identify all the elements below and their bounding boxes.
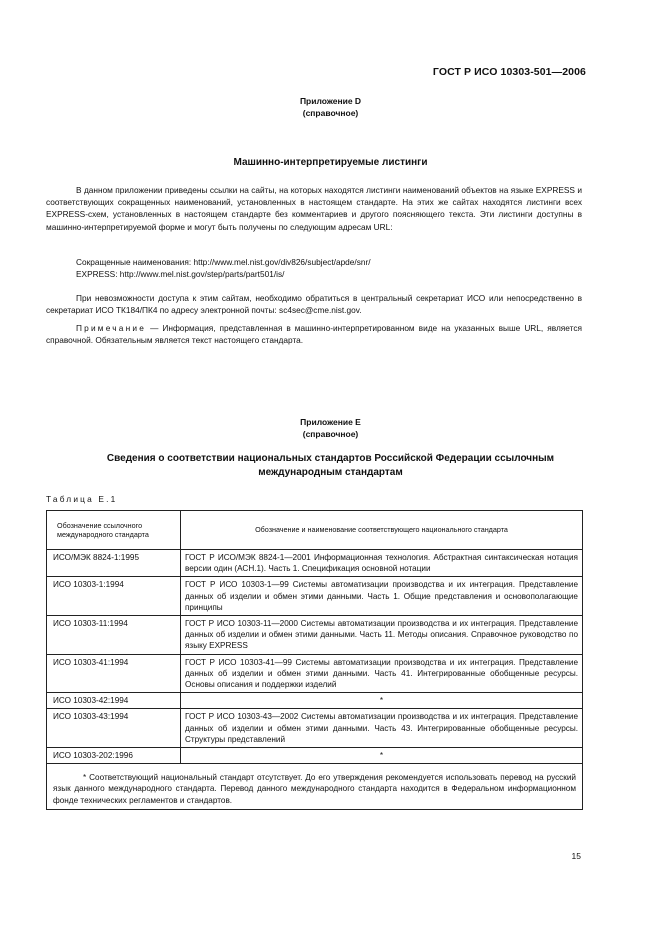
col-header-international: Обозначение ссылочного международного стандарта	[47, 511, 181, 550]
cell-desc: ГОСТ Р ИСО 10303-43—2002 Системы автоматизации производства и их интеграция. Представление данных об изделии и обмен этими данными. Часть 43. Интегрированные обобщенные ресурсы. Структуры представлений	[181, 709, 583, 748]
annex-d-paragraph-2: При невозможности доступа к этим сайтам, необходимо обратиться в центральный секретариат ИСО или непосредственно в секретариат ИСО ТК184/ПК4 по адресу электронной почты: sc4sec@cme.nist.gov.	[46, 293, 582, 316]
annex-d-paragraph-1: В данном приложении приведены ссылки на сайты, на которых находятся листинги наименований объектов на языке EXPRESS и соответствующих сокращенных наименований, установленных в настоящем стандарте. На этих же сайтах находятся листинги всех EXPRESS-схем, установленных в настоящем стандарте без комментариев и другого поясняющего текста. Эти листинги доступны в машинно-интерпретируемой форме и могут быть получены по следующим адресам URL:	[46, 185, 582, 232]
table-row	[47, 616, 583, 655]
cell-code: ИСО 10303-41:1994	[47, 654, 181, 693]
cell-code: ИСО 10303-11:1994	[47, 616, 181, 655]
annex-d-title: Приложение D	[299, 96, 362, 106]
table-footnote-row	[47, 764, 583, 810]
table-row	[47, 654, 583, 693]
url-short-names: Сокращенные наименования: http://www.mel.nist.gov/div826/subject/apde/snr/	[76, 257, 371, 267]
table-row	[47, 550, 583, 577]
annex-d-heading: Машинно-интерпретируемые листинги	[233, 157, 428, 168]
table-row	[47, 709, 583, 748]
cell-code: ИСО 10303-43:1994	[47, 709, 181, 748]
cell-code: ИСО 10303-42:1994	[47, 693, 181, 709]
cell-code: ИСО 10303-1:1994	[47, 577, 181, 616]
table-row	[47, 693, 583, 709]
annex-d-status: (справочное)	[302, 108, 359, 118]
cell-desc: ГОСТ Р ИСО 10303-1—99 Системы автоматизации производства и их интеграция. Представление данных об изделии и обмен этими данными. Часть 1. Общие представления и основополагающие принципы	[181, 577, 583, 616]
table-label: Таблица Е.1	[46, 494, 118, 504]
note-text: — Информация, представленная в машинно-интерпретированном виде на указанных выше URL, является справочной. Обязательным является текст настоящего стандарта.	[46, 323, 582, 346]
cell-desc: *	[181, 748, 583, 764]
note-label: Примечание	[76, 323, 147, 333]
cell-desc: ГОСТ Р ИСО 10303-41—99 Системы автоматизации производства и их интеграция. Представление данных об изделии и обмен этими данными. Часть 41. Интегрированные обобщенные ресурсы. Основы описания и поддержки изделий	[181, 654, 583, 693]
annex-e-title: Приложение Е	[300, 417, 361, 427]
cell-desc: *	[181, 693, 583, 709]
table-header-row	[47, 511, 583, 550]
col-header-national: Обозначение и наименование соответствующего национального стандарта	[181, 511, 583, 550]
document-code: ГОСТ Р ИСО 10303-501—2006	[432, 66, 586, 78]
cell-code: ИСО/МЭК 8824-1:1995	[47, 550, 181, 577]
annex-e-heading: Сведения о соответствии национальных стандартов Российской Федерации ссылочным международным стандартам	[106, 453, 555, 478]
page-number: 15	[571, 851, 581, 861]
cell-desc: ГОСТ Р ИСО/МЭК 8824-1—2001 Информационная технология. Абстрактная синтаксическая нотация версии один (АСН.1). Часть 1. Спецификация основной нотации	[181, 550, 583, 577]
table-row	[47, 748, 583, 764]
table-footnote: * Соответствующий национальный стандарт отсутствует. До его утверждения рекомендуется использовать перевод на русский язык данного международного стандарта. Перевод данного международного стандарта находится в Федеральном информационном фонде технических регламентов и стандартов.	[47, 764, 583, 810]
annex-e-status: (справочное)	[302, 429, 359, 439]
cell-desc: ГОСТ Р ИСО 10303-11—2000 Системы автоматизации производства и их интеграция. Представление данных об изделии и обмен этими данными. Часть 11. Методы описания. Справочное руководство по языку EXPRESS	[181, 616, 583, 655]
cell-code: ИСО 10303-202:1996	[47, 748, 181, 764]
url-express: EXPRESS: http://www.mel.nist.gov/step/parts/part501/is/	[76, 269, 285, 280]
url-list	[76, 256, 576, 281]
annex-d-note	[46, 322, 582, 346]
table-row	[47, 577, 583, 616]
correspondence-table	[46, 510, 583, 810]
